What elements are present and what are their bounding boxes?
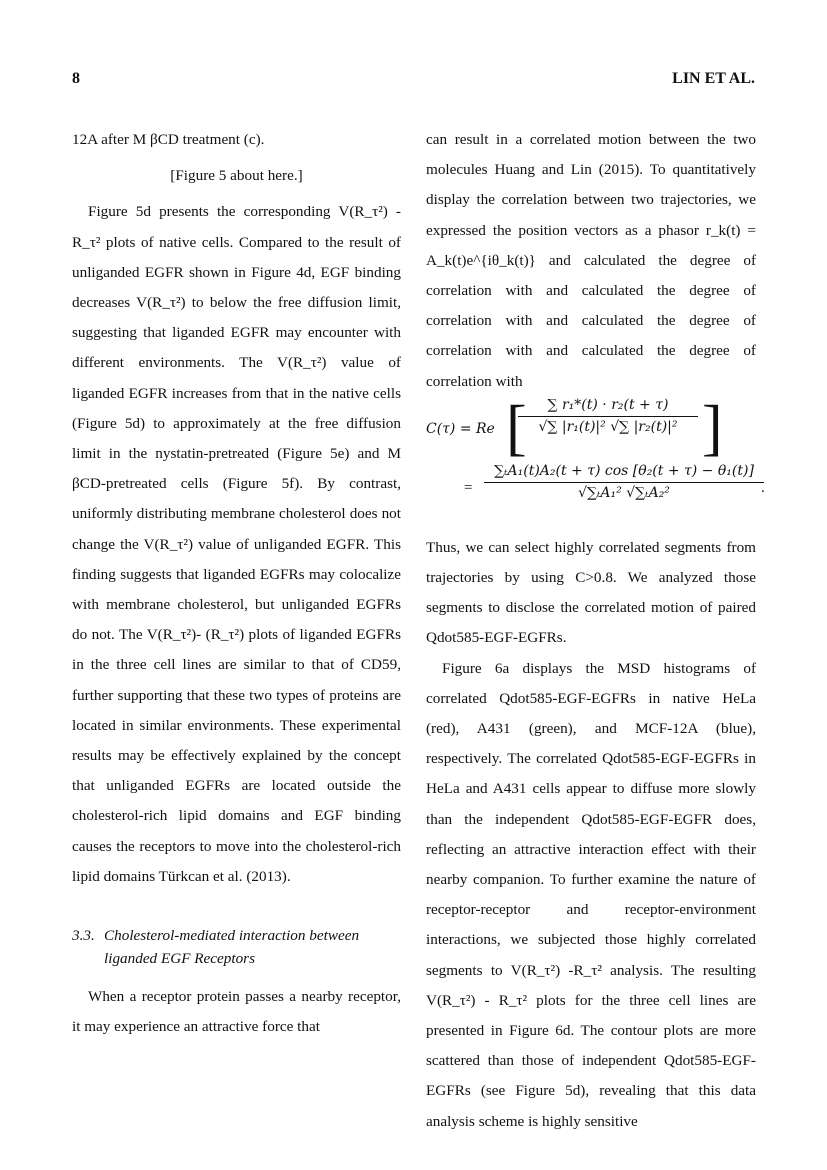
fraction1-denominator: √∑ |r₁(t)|² √∑ |r₂(t)|²	[538, 418, 678, 435]
paragraph-figure5d: Figure 5d presents the corresponding V(R_τ²) - R_τ² plots of native cells. Compared to the result of unliganded EGFR shown in Figure 4d, EGF binding decreases V(R_τ²) to below the free diffusion limit, suggesting that liganded EGFR may encounter with different environments. The V(R_τ²) value of liganded EGFR increases from that in the native cells (Figure 5d) to approximately at the free diffusion limit in the nystatin-pretreated (Figure 5e) and M βCD-pretreated cells (Figure 5f). By contrast, uniformly distributing membrane cholesterol does not change the V(R_τ²) value of unliganded EGFR. This finding suggests that liganded EGFRs may colocalize with membrane cholesterol, but unliganded EGFRs do not. The V(R_τ²)- (R_τ²) plots of liganded EGFRs in the three cell lines are similar to that of CD59, further supporting that these two types of proteins are located in similar environments. These experimental results may be effectively explained by the concept that unliganded EGFRs are located outside the cholesterol-rich lipid domains and EGF binding causes the receptors to move into the cholesterol-rich lipid domains Türkcan et al. (2013).	[72, 203, 401, 885]
equation-fraction-2	[484, 463, 764, 502]
paragraph-figure6a: Figure 6a displays the MSD histograms of correlated Qdot585-EGF-EGFRs in native HeLa (red), A431 (green), and MCF-12A (blue), respectively. The correlated Qdot585-EGF-EGFRs in HeLa and A431 cells appear to diffuse more slowly than the independent Qdot585-EGF-EGFR does, reflecting an attractive interaction effect with their nearby companion. To further examine the nature of receptor-receptor and receptor-environment interactions, we subjected those highly correlated segments to V(R_τ²) -R_τ² analysis. The resulting V(R_τ²) - R_τ² plots for the three cell lines are presented in Figure 6d. The contour plots are more scattered than those of independent Qdot585-EGF-EGFRs (see Figure 5d), revealing that this data analysis scheme is highly sensitive	[426, 659, 756, 1130]
paragraph-correlation: can result in a correlated motion between the two molecules Huang and Lin (2015). To quantitatively display the correlation between two trajectories, we expressed the position vectors as a phasor r_k(t) = A_k(t)e^{iθ_k(t)} and calculated the degree of correlation with and calculated the degree of correlation with and calculated the degree of correlation with and calculated the degree of correlation with	[426, 131, 756, 390]
fraction2-numerator: ∑ₜA₁(t)A₂(t + τ) cos [θ₂(t + τ) − θ₁(t)]	[494, 462, 754, 479]
fraction2-denominator: √∑ₜA₁² √∑ₜA₂²	[578, 484, 670, 501]
fraction2-bar	[484, 482, 764, 483]
figure-placeholder-note: [Figure 5 about here.]	[170, 167, 303, 185]
correlation-equation	[426, 393, 765, 533]
fraction1-bar	[518, 416, 698, 417]
paragraph-receptor: When a receptor protein passes a nearby receptor, it may experience an attractive force that	[72, 988, 401, 1036]
equation-fraction-1	[518, 397, 698, 436]
running-authors: LIN ET AL.	[672, 70, 755, 87]
page-header	[72, 70, 755, 94]
section-number: 3.3.	[72, 927, 95, 945]
paragraph-continuation: 12A after M βCD treatment (c).	[72, 131, 265, 148]
page-number: 8	[72, 70, 80, 87]
left-column	[72, 125, 401, 1042]
section-title-line1: Cholesterol-mediated interaction between	[104, 927, 360, 945]
right-bracket: ]	[702, 393, 723, 462]
right-column	[426, 125, 765, 1137]
section-heading	[72, 924, 401, 970]
paragraph-threshold: Thus, we can select highly correlated segments from trajectories by using C>0.8. We analyzed those segments to disclose the correlated motion of paired Qdot585-EGF-EGFRs.	[426, 538, 756, 647]
equation-period: .	[761, 479, 765, 496]
equation-lhs: C(τ) = Re	[426, 420, 495, 437]
fraction1-numerator: ∑ r₁*(t) · r₂(t + τ)	[547, 396, 669, 413]
equation-equals: =	[464, 479, 473, 496]
left-bracket: [	[506, 393, 527, 462]
section-title-line2: liganded EGF Receptors	[104, 950, 255, 968]
